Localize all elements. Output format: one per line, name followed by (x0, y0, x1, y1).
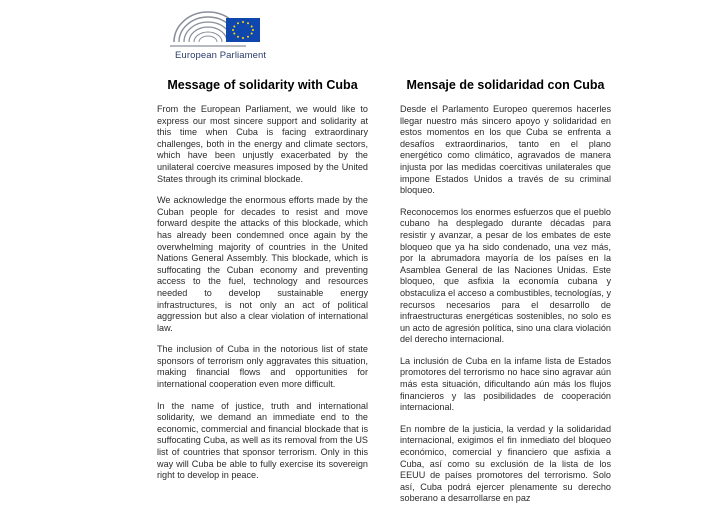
spanish-message-column (400, 78, 611, 515)
spanish-paragraph: Desde el Parlamento Europeo queremos hacerles llegar nuestro más sincero apoyo y solidaridad en estos momentos en los que Cuba se enfrenta a desafíos extraordinarios, tanto en el plano energético como climático, agravados de manera injusta por las medidas coercitivas unilaterales que impone Estados Unidos a través de su criminal bloqueo. (400, 104, 611, 196)
english-paragraph: From the European Parliament, we would like to express our most sincere support and solidarity at this time when Cuba is facing extraordinary challenges, both in the energy and climate sectors, which have been unjustly exacerbated by the unilateral coercive measures imposed by the United States through its criminal blockade. (157, 104, 368, 184)
spanish-title: Mensaje de solidaridad con Cuba (406, 78, 605, 92)
english-paragraph: The inclusion of Cuba in the notorious list of state sponsors of terrorism only aggravates this situation, making financial flows and opportunities for international cooperation even more difficult. (157, 344, 368, 390)
spanish-paragraph: Reconocemos los enormes esfuerzos que el pueblo cubano ha desplegado durante décadas para resistir y avanzar, a pesar de los embates de este bloqueo que ya ha sido condenado, una vez más, por la abrumadora mayoría de los países en la Asamblea General de las Naciones Unidas. Este bloqueo, que asfixia la economía cubana y obstaculiza el acceso a combustibles, tecnologías, y recursos necesarios para el desarrollo de infraestructuras energéticas sostenibles, no solo es un acto de agresión política, sino una clara violación del derecho internacional. (400, 206, 611, 345)
english-title: Message of solidarity with Cuba (167, 78, 358, 92)
english-paragraph: We acknowledge the enormous efforts made by the Cuban people for decades to resist and move forward despite the attacks of this blockade, which has already been condemned once again by the overwhelming majority of countries in the United Nations General Assembly. This blockade, which is suffocating the Cuban economy and preventing access to the fuel, technology and resources needed to develop sustainable energy infrastructures, is not only an act of political aggression but also a clear violation of international law. (157, 195, 368, 333)
english-paragraph: In the name of justice, truth and international solidarity, we demand an immediate end to the economic, commercial and financial blockade that is suffocating Cuba, as well as its removal from the US list of countries that sponsor terrorism. Only in this way will Cuba be able to fully exercise its sovereign right to develop in peace. (157, 400, 368, 481)
spanish-paragraph: La inclusión de Cuba en la infame lista de Estados promotores del terrorismo no hace sino agravar aún más esta situación, dificultando aún más los flujos financieros y las posibilidades de cooperación internacional. (400, 355, 611, 413)
spanish-paragraph: En nombre de la justicia, la verdad y la solidaridad internacional, exigimos el fin inmediato del bloqueo económico, comercial y financiero que asfixia a Cuba, así como su exclusión de la lista de los EEUU de países promotores del terrorismo. Solo así, Cuba podrá ejercer plenamente su derecho soberano a desarrollarse en paz (400, 423, 611, 504)
english-message-column (157, 78, 368, 492)
organization-name: European Parliament (175, 50, 267, 61)
